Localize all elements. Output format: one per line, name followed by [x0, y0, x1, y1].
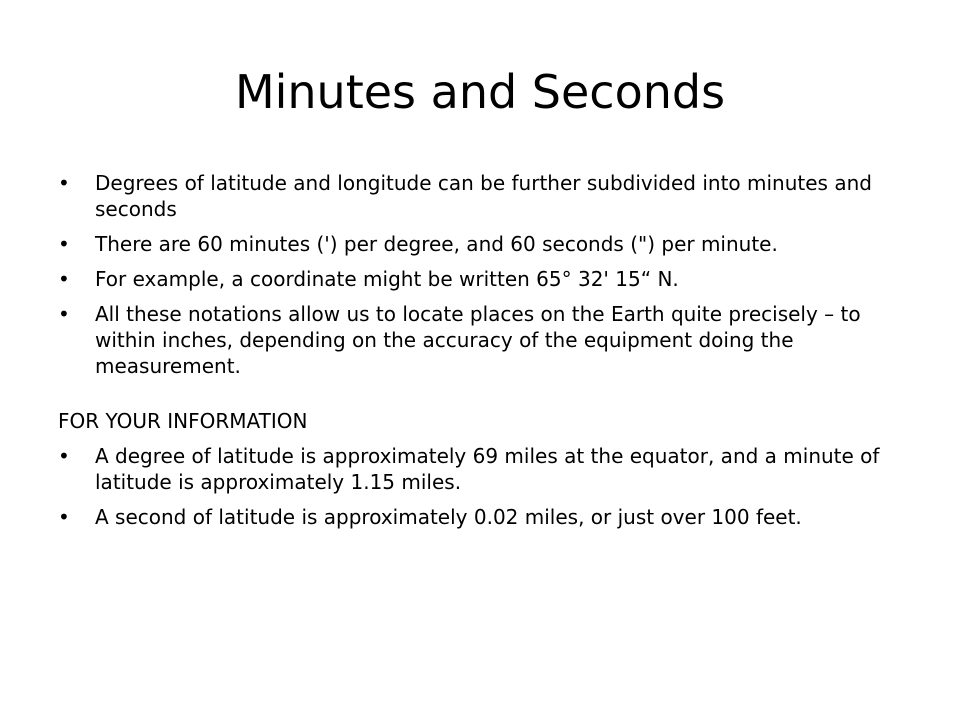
bullet-text: • All these notations allow us to locate places on the Earth quite precisely – to within inches, depending on the accuracy of the equipment doing the measurement. [95, 302, 861, 378]
slide-title: Minutes and Seconds [234, 65, 726, 119]
bullet-item [58, 231, 918, 257]
fyi-heading: FOR YOUR INFORMATION [58, 409, 308, 433]
bullet-text: • Degrees of latitude and longitude can be further subdivided into minutes and seconds [95, 171, 872, 221]
bullet-item [58, 170, 918, 222]
bullet-text: • There are 60 minutes (') per degree, and 60 seconds (") per minute. [95, 232, 778, 256]
bullet-text: • For example, a coordinate might be written 65° 32' 15“ N. [95, 267, 679, 291]
slide-body [58, 170, 918, 539]
fyi-bullet-text: • A second of latitude is approximately 0.02 miles, or just over 100 feet. [95, 505, 802, 529]
fyi-bullet-text: • A degree of latitude is approximately 69 miles at the equator, and a minute of latitude is approximately 1.15 miles. [95, 444, 880, 494]
bullet-item [58, 266, 918, 292]
bullet-item [58, 301, 918, 379]
fyi-bullet-item [58, 443, 918, 495]
fyi-bullet-item [58, 504, 918, 530]
